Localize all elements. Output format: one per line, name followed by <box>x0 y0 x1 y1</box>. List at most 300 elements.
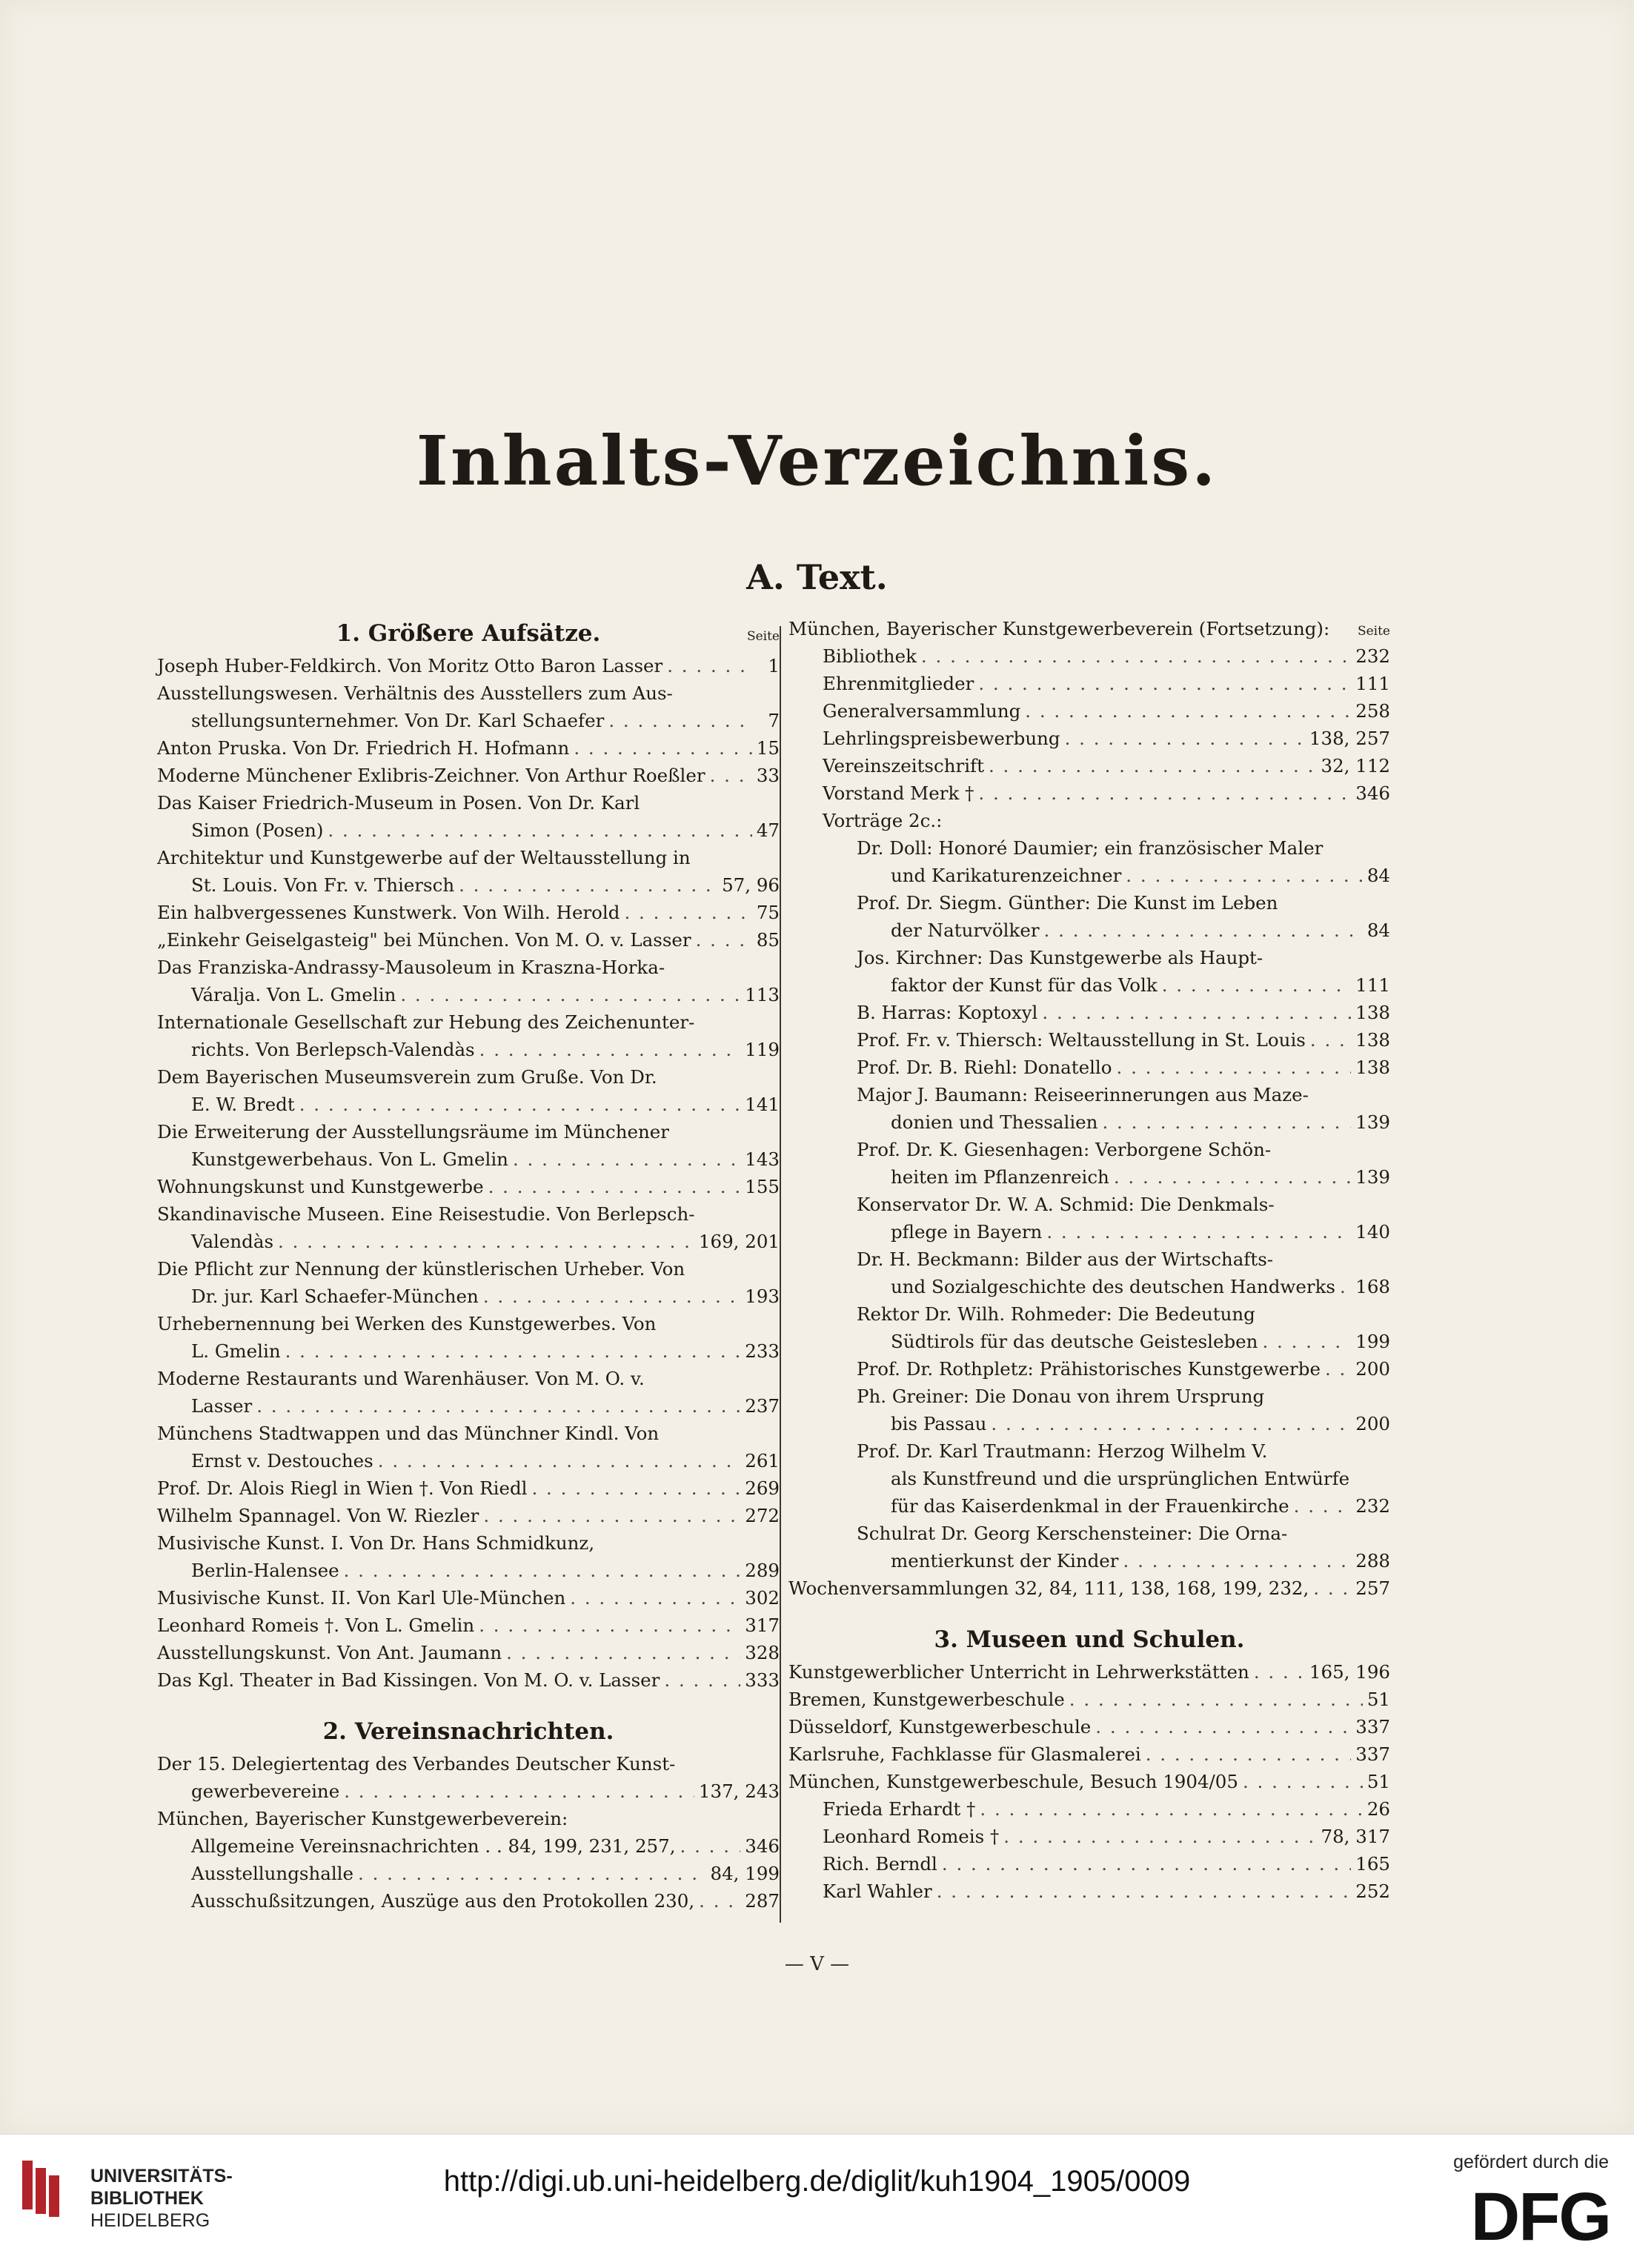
toc-entry <box>788 1658 1390 1686</box>
toc-text: Dr. jur. Karl Schaefer-München <box>191 1286 479 1307</box>
library-name-line: UNIVERSITÄTS- <box>90 2166 233 2186</box>
toc-line <box>788 642 1390 670</box>
page-ref: 346 <box>745 1835 780 1857</box>
page-ref: 51 <box>1366 1771 1390 1792</box>
list-museen-schulen <box>788 1658 1390 1905</box>
page-ref: 237 <box>745 1395 780 1417</box>
leader-dots <box>328 817 751 844</box>
toc-entry <box>157 789 780 844</box>
toc-text: St. Louis. Von Fr. v. Thiersch <box>191 874 455 896</box>
toc-text: Vorträge 2c.: <box>823 810 943 831</box>
toc-line <box>788 1246 1390 1273</box>
toc-line <box>157 1778 780 1805</box>
leader-dots <box>1114 1163 1351 1191</box>
toc-text: Wohnungskunst und Kunstgewerbe <box>157 1176 484 1197</box>
toc-line <box>157 679 780 707</box>
toc-text: Kunstgewerblicher Unterricht in Lehrwerkstätten <box>788 1661 1249 1683</box>
page-ref: 328 <box>745 1642 780 1663</box>
toc-text: Jos. Kirchner: Das Kunstgewerbe als Haupt- <box>857 947 1263 968</box>
toc-entry <box>788 834 1390 889</box>
page-ref: 269 <box>745 1477 780 1499</box>
toc-entry <box>788 779 1390 807</box>
toc-text: Simon (Posen) <box>191 819 324 841</box>
toc-entry <box>157 1750 780 1805</box>
toc-line <box>157 1228 780 1255</box>
toc-line <box>788 1574 1390 1602</box>
toc-line <box>157 981 780 1008</box>
toc-line <box>157 1310 780 1337</box>
section-title: A. Text. <box>746 557 888 597</box>
leader-dots <box>1123 1547 1352 1574</box>
page-ref: 47 <box>756 819 780 841</box>
page-ref: 261 <box>745 1450 780 1471</box>
toc-text: donien und Thessalien <box>891 1111 1098 1133</box>
toc-text: Ausstellungskunst. Von Ant. Jaumann <box>157 1642 502 1663</box>
toc-entry <box>788 1136 1390 1191</box>
toc-line <box>157 1036 780 1063</box>
page-ref: 272 <box>745 1505 780 1526</box>
toc-line <box>157 1832 780 1860</box>
toc-entry <box>157 1063 780 1118</box>
leader-dots <box>1146 1740 1352 1768</box>
toc-text: Rektor Dr. Wilh. Rohmeder: Die Bedeutung <box>857 1303 1255 1325</box>
toc-line <box>788 1191 1390 1218</box>
leader-dots <box>513 1145 740 1173</box>
page-ref: 346 <box>1355 782 1390 804</box>
toc-entry <box>157 1887 780 1915</box>
toc-text: der Naturvölker <box>891 919 1040 941</box>
page-ref: 111 <box>1355 974 1390 996</box>
toc-entry <box>788 1823 1390 1850</box>
toc-entry <box>157 1584 780 1612</box>
page-ref: 85 <box>756 929 780 951</box>
page-ref: 7 <box>768 710 780 731</box>
toc-line <box>157 1805 780 1832</box>
toc-text: München, Bayerischer Kunstgewerbeverein (Fortsetzung): <box>788 618 1330 639</box>
page-ref: 333 <box>745 1669 780 1691</box>
toc-line <box>788 1163 1390 1191</box>
toc-line <box>157 734 780 762</box>
toc-line <box>788 1273 1390 1300</box>
toc-text: Prof. Dr. Karl Trautmann: Herzog Wilhelm V. <box>857 1440 1268 1462</box>
toc-entry <box>788 1574 1390 1602</box>
toc-entry <box>157 762 780 789</box>
toc-line <box>788 1658 1390 1686</box>
leader-dots <box>978 779 1351 807</box>
toc-line <box>157 1502 780 1529</box>
page-ref: 137, 243 <box>698 1780 780 1802</box>
toc-line <box>157 1474 780 1502</box>
page-ref: 84, 199 <box>710 1863 780 1884</box>
page-ref: 302 <box>745 1587 780 1609</box>
toc-line <box>788 1823 1390 1850</box>
toc-text: Prof. Dr. B. Riehl: Donatello <box>857 1057 1112 1078</box>
leader-dots <box>978 670 1351 697</box>
library-name-line: HEIDELBERG <box>90 2210 210 2231</box>
leader-dots <box>358 1860 705 1887</box>
toc-entry <box>788 1850 1390 1878</box>
toc-text: Prof. Dr. Siegm. Günther: Die Kunst im Leben <box>857 892 1278 914</box>
toc-line <box>157 1666 780 1694</box>
page-ref: 165, 196 <box>1309 1661 1390 1683</box>
toc-text: Anton Pruska. Von Dr. Friedrich H. Hofmann <box>157 737 570 759</box>
toc-line <box>788 917 1390 944</box>
seite-label: Seite <box>746 629 780 644</box>
toc-text: Ehrenmitglieder <box>823 673 974 694</box>
toc-entry <box>788 725 1390 752</box>
page-ref: 138 <box>1355 1057 1390 1078</box>
toc-entry <box>788 670 1390 697</box>
heading-text: 1. Größere Aufsätze. <box>336 620 601 647</box>
toc-line <box>788 1713 1390 1740</box>
toc-text: Schulrat Dr. Georg Kerschensteiner: Die Orna- <box>857 1523 1288 1544</box>
toc-entry <box>157 1008 780 1063</box>
toc-text: Karlsruhe, Fachklasse für Glasmalerei <box>788 1743 1141 1765</box>
funding-caption: gefördert durch die <box>1453 2152 1609 2172</box>
page-ref: 140 <box>1355 1221 1390 1243</box>
leader-dots <box>278 1228 694 1255</box>
toc-text: Rich. Berndl <box>823 1853 937 1875</box>
leader-dots <box>980 1795 1362 1823</box>
toc-line <box>788 1108 1390 1136</box>
leader-dots <box>1313 1574 1351 1602</box>
toc-line <box>788 1383 1390 1410</box>
toc-text: Karl Wahler <box>823 1880 932 1902</box>
toc-line <box>157 1365 780 1392</box>
page-ref: 141 <box>745 1094 780 1115</box>
toc-text: Váralja. Von L. Gmelin <box>191 984 396 1005</box>
page-ref: 337 <box>1355 1716 1390 1737</box>
toc-text: München, Bayerischer Kunstgewerbeverein: <box>157 1808 568 1829</box>
page-ref: 1 <box>768 655 780 676</box>
toc-text: mentierkunst der Kinder <box>891 1550 1119 1572</box>
toc-text: Das Franziska-Andrassy-Mausoleum in Kraszna-Horka- <box>157 957 665 978</box>
toc-line <box>157 899 780 926</box>
toc-text: heiten im Pflanzenreich <box>891 1166 1109 1188</box>
toc-text: Kunstgewerbehaus. Von L. Gmelin <box>191 1148 508 1170</box>
page-ref: 337 <box>1355 1743 1390 1765</box>
leader-dots <box>378 1447 740 1474</box>
leader-dots <box>488 1173 741 1200</box>
toc-text: Münchens Stadtwappen und das Münchner Kindl. Von <box>157 1423 660 1444</box>
heading-museen-schulen <box>788 1621 1390 1658</box>
toc-text: Düsseldorf, Kunstgewerbeschule <box>788 1716 1092 1737</box>
toc-entry <box>157 1200 780 1255</box>
toc-text: und Sozialgeschichte des deutschen Handwerks <box>891 1276 1335 1297</box>
toc-text: als Kunstfreund und die ursprünglichen Entwürfe <box>891 1468 1350 1489</box>
leader-dots <box>696 926 752 954</box>
toc-text: Valendàs <box>191 1231 274 1252</box>
toc-entry <box>157 1420 780 1474</box>
toc-entry <box>788 999 1390 1026</box>
toc-line <box>788 1355 1390 1383</box>
toc-line <box>788 752 1390 779</box>
toc-entry <box>788 1355 1390 1383</box>
toc-text: Das Kgl. Theater in Bad Kissingen. Von M. O. v. Lasser <box>157 1669 660 1691</box>
page-ref: 258 <box>1355 700 1390 722</box>
toc-line <box>157 1887 780 1915</box>
toc-line <box>788 1026 1390 1054</box>
page-ref: 119 <box>745 1039 780 1060</box>
page-ref: 111 <box>1355 673 1390 694</box>
toc-line <box>788 1054 1390 1081</box>
list-vereinsnachrichten <box>157 1750 780 1915</box>
toc-text: Musivische Kunst. I. Von Dr. Hans Schmidkunz, <box>157 1532 595 1554</box>
dfg-logo: DFG <box>1470 2179 1610 2255</box>
toc-line <box>157 789 780 817</box>
leader-dots <box>1095 1713 1351 1740</box>
toc-text: Moderne Restaurants und Warenhäuser. Von M. O. v. <box>157 1368 645 1389</box>
page-ref: 138, 257 <box>1309 728 1390 749</box>
toc-entry <box>157 1832 780 1860</box>
page-ref: 138 <box>1355 1002 1390 1023</box>
toc-line <box>157 926 780 954</box>
toc-text: „Einkehr Geiselgasteig" bei München. Von M. O. v. Lasser <box>157 929 691 951</box>
toc-entry <box>157 1474 780 1502</box>
leader-dots <box>1102 1108 1351 1136</box>
toc-line <box>788 725 1390 752</box>
toc-text: Vorstand Merk † <box>823 782 974 804</box>
toc-text: München, Kunstgewerbeschule, Besuch 1904/05 <box>788 1771 1238 1792</box>
page-ref: 84 <box>1366 919 1390 941</box>
toc-text: Das Kaiser Friedrich-Museum in Posen. Von Dr. Karl <box>157 792 640 814</box>
toc-line <box>788 971 1390 999</box>
toc-line <box>788 1492 1390 1520</box>
toc-line <box>157 1118 780 1145</box>
toc-text: Prof. Dr. Alois Riegl in Wien †. Von Riedl <box>157 1477 528 1499</box>
toc-line <box>788 1218 1390 1246</box>
toc-entry <box>788 1795 1390 1823</box>
page-ref: 139 <box>1355 1166 1390 1188</box>
leader-dots <box>989 752 1317 779</box>
toc-text: Moderne Münchener Exlibris-Zeichner. Von Arthur Roeßler <box>157 765 705 786</box>
leader-dots <box>1003 1823 1316 1850</box>
page-ref: 169, 201 <box>698 1231 780 1252</box>
toc-line <box>788 1465 1390 1492</box>
heading-groessere-aufsaetze <box>157 615 780 652</box>
page-ref: 287 <box>745 1890 780 1912</box>
toc-line <box>157 1750 780 1778</box>
leader-dots <box>400 981 740 1008</box>
page-ref: 233 <box>745 1340 780 1362</box>
page-ref: 57, 96 <box>722 874 780 896</box>
leader-dots <box>256 1392 740 1420</box>
leader-dots <box>1069 1686 1363 1713</box>
page-ref: 139 <box>1355 1111 1390 1133</box>
leader-dots <box>285 1337 741 1365</box>
toc-text: Ein halbvergessenes Kunstwerk. Von Wilh. Herold <box>157 902 620 923</box>
page-ref: 32, 112 <box>1321 755 1390 776</box>
toc-text: Generalversammlung <box>823 700 1021 722</box>
toc-text: bis Passau <box>891 1413 987 1434</box>
toc-entry <box>157 1805 780 1832</box>
heading-text: 3. Museen und Schulen. <box>934 1626 1245 1653</box>
page-ref: 51 <box>1366 1689 1390 1710</box>
toc-entry <box>788 1878 1390 1905</box>
toc-text: Bremen, Kunstgewerbeschule <box>788 1689 1065 1710</box>
toc-line <box>788 1795 1390 1823</box>
leader-dots <box>574 734 752 762</box>
toc-text: Ausschußsitzungen, Auszüge aus den Protokollen 230, <box>191 1890 695 1912</box>
page-ref: 78, 317 <box>1321 1826 1390 1847</box>
toc-line <box>157 1091 780 1118</box>
toc-text: Joseph Huber-Feldkirch. Von Moritz Otto Baron Lasser <box>157 655 663 676</box>
toc-line <box>788 1520 1390 1547</box>
leader-dots <box>479 1036 741 1063</box>
leader-dots <box>1262 1328 1351 1355</box>
toc-line <box>788 862 1390 889</box>
leader-dots <box>667 652 753 679</box>
toc-line <box>157 1063 780 1091</box>
leader-dots <box>1042 999 1351 1026</box>
page-ref: 26 <box>1366 1798 1390 1820</box>
toc-line <box>788 1328 1390 1355</box>
toc-text: Major J. Baumann: Reiseerinnerungen aus Maze- <box>857 1084 1309 1105</box>
page-title: Inhalts-Verzeichnis. <box>416 421 1218 501</box>
leader-dots <box>459 871 717 899</box>
toc-text: Berlin-Halensee <box>191 1560 339 1581</box>
leader-dots <box>479 1612 740 1639</box>
leader-dots <box>991 1410 1351 1437</box>
toc-text: stellungsunternehmer. Von Dr. Karl Schaefer <box>191 710 605 731</box>
heading-vereinsnachrichten <box>157 1713 780 1750</box>
toc-text: und Karikaturenzeichner <box>891 865 1122 886</box>
page-ref: 232 <box>1355 1495 1390 1517</box>
toc-entry <box>788 889 1390 944</box>
leader-dots <box>1325 1355 1351 1383</box>
toc-line <box>157 1173 780 1200</box>
toc-line <box>157 1557 780 1584</box>
toc-text: für das Kaiserdenkmal in der Frauenkirche <box>891 1495 1289 1517</box>
seite-label: Seite <box>1357 624 1390 639</box>
leader-dots <box>1065 725 1305 752</box>
leader-dots <box>344 1557 741 1584</box>
toc-line <box>788 779 1390 807</box>
toc-entry <box>788 1686 1390 1713</box>
toc-text: Dr. Doll: Honoré Daumier; ein französischer Maler <box>857 837 1324 859</box>
toc-text: Ernst v. Destouches <box>191 1450 373 1471</box>
toc-entry <box>157 1860 780 1887</box>
toc-entry <box>788 807 1390 834</box>
permalink-url[interactable]: http://digi.ub.uni-heidelberg.de/diglit/kuh1904_1905/0009 <box>443 2165 1191 2198</box>
toc-text: Lasser <box>191 1395 253 1417</box>
toc-text: Prof. Dr. Rothpletz: Prähistorisches Kunstgewerbe <box>857 1358 1321 1380</box>
page-ref: 288 <box>1355 1550 1390 1572</box>
page-ref: 15 <box>756 737 780 759</box>
toc-text: Leonhard Romeis †. Von L. Gmelin <box>157 1614 475 1636</box>
toc-line <box>788 1547 1390 1574</box>
page-ref: 200 <box>1355 1358 1390 1380</box>
page-ref: 317 <box>745 1614 780 1636</box>
list-vereinsnachrichten-continued <box>788 642 1390 1602</box>
toc-text: Leonhard Romeis † <box>823 1826 1000 1847</box>
toc-entry <box>157 899 780 926</box>
continuation-heading <box>788 615 1390 642</box>
toc-line <box>788 1768 1390 1795</box>
toc-line <box>788 1300 1390 1328</box>
toc-entry <box>157 1310 780 1365</box>
toc-entry <box>157 1666 780 1694</box>
page-ref: 193 <box>745 1286 780 1307</box>
leader-dots <box>1046 1218 1351 1246</box>
leader-dots <box>506 1639 740 1666</box>
leader-dots <box>483 1283 740 1310</box>
leader-dots <box>1340 1273 1351 1300</box>
page-ref: 199 <box>1355 1331 1390 1352</box>
toc-text: B. Harras: Koptoxyl <box>857 1002 1038 1023</box>
toc-entry <box>788 1520 1390 1574</box>
toc-text: richts. Von Berlepsch-Valendàs <box>191 1039 475 1060</box>
toc-text: Ph. Greiner: Die Donau von ihrem Ursprung <box>857 1386 1265 1407</box>
toc-entry <box>157 954 780 1008</box>
toc-text: Architektur und Kunstgewerbe auf der Weltausstellung in <box>157 847 691 868</box>
toc-line <box>157 707 780 734</box>
page-ref: 155 <box>745 1176 780 1197</box>
viewer-footer-bar <box>0 2134 1634 2268</box>
toc-text: Frieda Erhardt † <box>823 1798 976 1820</box>
heading-text: 2. Vereinsnachrichten. <box>322 1718 614 1745</box>
page-ref: 252 <box>1355 1880 1390 1902</box>
toc-text: L. Gmelin <box>191 1340 281 1362</box>
toc-text: Wilhelm Spannagel. Von W. Riezler <box>157 1505 479 1526</box>
toc-line <box>157 1420 780 1447</box>
toc-text: Dr. H. Beckmann: Bilder aus der Wirtschafts- <box>857 1248 1274 1270</box>
leader-dots <box>664 1666 740 1694</box>
page-ref: 33 <box>756 765 780 786</box>
leader-dots <box>921 642 1351 670</box>
toc-line <box>157 1529 780 1557</box>
toc-entry <box>157 1502 780 1529</box>
toc-entry <box>157 1255 780 1310</box>
toc-text: Wochenversammlungen 32, 84, 111, 138, 168, 199, 232, <box>788 1577 1309 1599</box>
toc-line <box>788 999 1390 1026</box>
leader-dots <box>624 899 751 926</box>
leader-dots <box>937 1878 1352 1905</box>
toc-entry <box>157 679 780 734</box>
leader-dots <box>680 1832 741 1860</box>
toc-line <box>788 1686 1390 1713</box>
toc-entry <box>157 1365 780 1420</box>
toc-entry <box>788 1300 1390 1355</box>
leader-dots <box>608 707 753 734</box>
toc-entry <box>788 1246 1390 1300</box>
leader-dots <box>299 1091 741 1118</box>
list-aufsaetze <box>157 652 780 1694</box>
toc-text: Dem Bayerischen Museumsverein zum Gruße. Von Dr. <box>157 1066 657 1088</box>
toc-text: Die Pflicht zur Nennung der künstlerischen Urheber. Von <box>157 1258 685 1280</box>
toc-line <box>157 844 780 871</box>
toc-entry <box>157 926 780 954</box>
page-ref: 232 <box>1355 645 1390 667</box>
page-ref: 168 <box>1355 1276 1390 1297</box>
toc-entry <box>788 1383 1390 1437</box>
toc-entry <box>157 652 780 679</box>
toc-entry <box>157 734 780 762</box>
page-ref: 200 <box>1355 1413 1390 1434</box>
toc-line <box>157 1283 780 1310</box>
page-ref: 143 <box>745 1148 780 1170</box>
leader-dots <box>1254 1658 1305 1686</box>
toc-line <box>788 1081 1390 1108</box>
page-ref: 289 <box>745 1560 780 1581</box>
toc-line <box>157 871 780 899</box>
toc-text: Ausstellungswesen. Verhältnis des Ausstellers zum Aus- <box>157 682 673 704</box>
toc-entry <box>157 1173 780 1200</box>
leader-dots <box>531 1474 740 1502</box>
toc-line <box>157 817 780 844</box>
toc-entry <box>788 944 1390 999</box>
page-ref: 113 <box>745 984 780 1005</box>
